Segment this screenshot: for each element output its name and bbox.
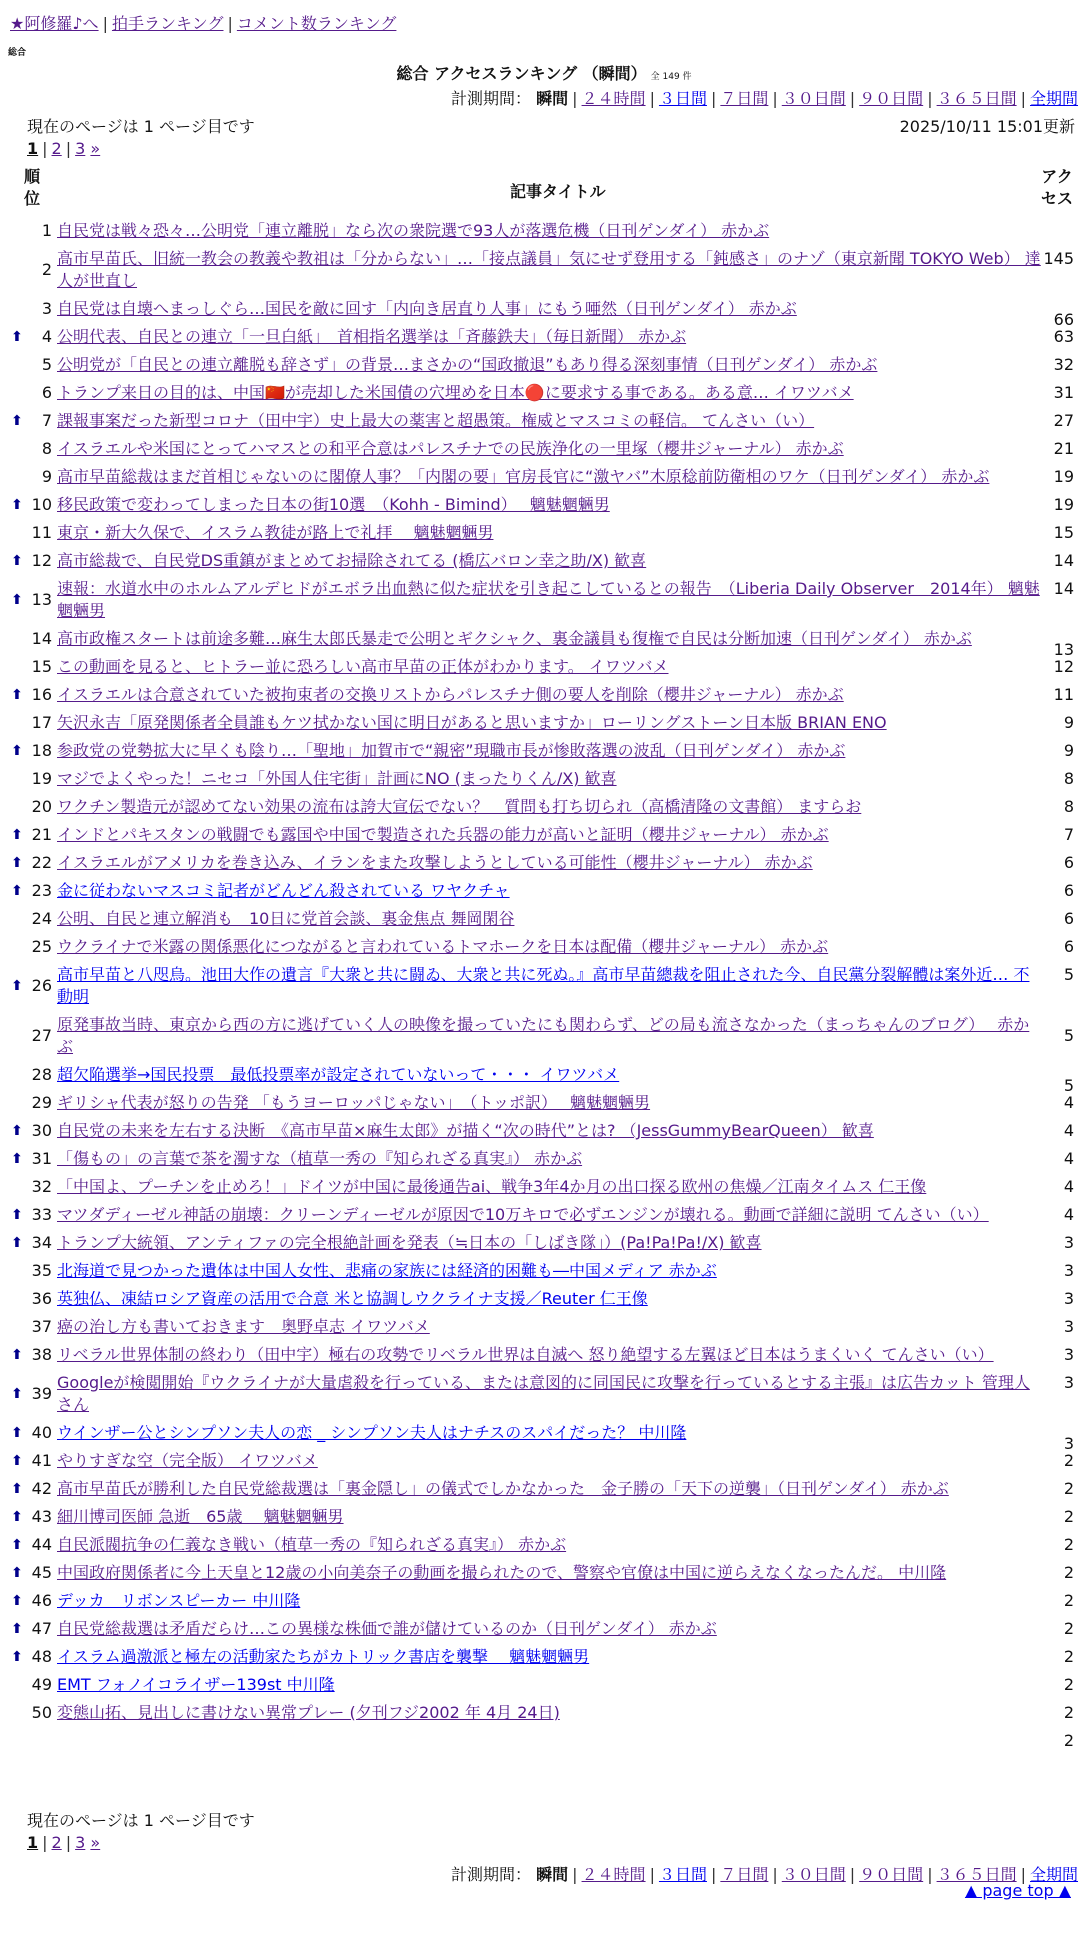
article-link[interactable]: 課報事案だった新型コロナ（田中宇）史上最大の薬害と超愚策。権威とマスコミの軽信。 てんさい（い）	[57, 411, 815, 430]
access-count: 31	[1053, 383, 1074, 402]
title-cell	[57, 1173, 1042, 1201]
up-arrow-icon: ⬆	[11, 1565, 23, 1581]
rank-cell: 8	[41, 439, 52, 458]
access-count: 6	[1063, 881, 1074, 900]
rank-cell: 21	[31, 825, 52, 844]
rank-cell: 50	[31, 1703, 52, 1722]
comment-ranking-link[interactable]: コメント数ランキング	[236, 14, 397, 33]
title-cell	[57, 1117, 1042, 1145]
title-cell	[57, 1587, 1042, 1615]
rank-cell: 43	[31, 1507, 52, 1526]
access-count: 6	[1063, 937, 1074, 956]
article-link[interactable]: ウインザー公とシンプソン夫人の恋 _ シンプソン夫人はナチスのスパイだった？ 中川隆	[57, 1423, 687, 1442]
up-arrow-icon: ⬆	[11, 497, 23, 513]
access-count: 7	[1063, 825, 1074, 844]
title-cell	[57, 653, 1042, 681]
title-cell	[57, 217, 1042, 245]
article-link[interactable]: 自民党は自壊へまっしぐら…国民を敵に回す「内向き居直り人事」にもう唖然（日刊ゲンダイ） 赤かぶ	[57, 299, 797, 318]
access-count: 2	[1063, 1703, 1074, 1722]
access-count: 2	[1063, 1647, 1074, 1666]
rank-cell: 33	[31, 1205, 52, 1224]
access-count: 4	[1063, 1093, 1074, 1112]
home-link[interactable]: ★阿修羅♪へ	[10, 14, 99, 33]
rank-cell: 12	[31, 551, 52, 570]
rank-cell: 11	[31, 523, 52, 542]
article-link[interactable]: ギリシャ代表が怒りの告発 「もうヨーロッパじゃない」 （トッポ訳） 魑魅魍魎男	[57, 1093, 651, 1112]
title-cell	[57, 709, 1042, 737]
period-option[interactable]: ３６５日間	[936, 1865, 1017, 1884]
up-arrow-icon: ⬆	[11, 1509, 23, 1525]
table-row	[0, 547, 1088, 598]
access-count: 2	[1063, 1675, 1074, 1694]
article-link[interactable]: イスラム過激派と極左の活動家たちがカトリック書店を襲撃 魑魅魍魎男	[57, 1647, 590, 1666]
title-cell	[57, 435, 1042, 463]
rank-cell: 2	[41, 260, 52, 279]
period-option[interactable]: ３日間	[658, 89, 707, 108]
period-separator: |	[1020, 1865, 1026, 1884]
access-count: 3	[1063, 1233, 1074, 1252]
article-link[interactable]: 高市早苗と八咫烏。池田大作の遺言『大衆と共に闘ゐ、大衆と共に死ぬ。』高市早苗總裁を阻止された今、自民黨分裂解體は案外近… 不動明	[57, 965, 1030, 1006]
title-cell	[57, 1341, 1042, 1369]
rank-cell: 14	[31, 629, 52, 648]
access-count: 5	[1063, 1076, 1074, 1095]
article-link[interactable]: デッカ リボンスピーカー 中川隆	[57, 1591, 301, 1610]
rank-cell: 39	[31, 1384, 52, 1403]
top-nav	[10, 11, 396, 34]
rank-cell: 40	[31, 1423, 52, 1442]
period-separator: |	[1020, 89, 1026, 108]
rank-cell: 17	[31, 713, 52, 732]
title-cell	[57, 933, 1042, 961]
article-link[interactable]: マジでよくやった！ニセコ「外国人住宅街」計画にNO (まったりくん/X) 歓喜	[57, 769, 617, 788]
rank-cell: 46	[31, 1591, 52, 1610]
access-count: 2	[1063, 1731, 1074, 1750]
period-separator: |	[710, 1865, 717, 1884]
rank-cell: 4	[41, 327, 52, 346]
title-cell	[57, 407, 1042, 435]
rank-cell: 30	[31, 1121, 52, 1140]
rank-cell: 48	[31, 1647, 52, 1666]
rank-cell: 49	[31, 1675, 52, 1694]
access-count: 19	[1053, 495, 1074, 514]
access-count: 32	[1053, 355, 1074, 374]
access-count: 2	[1063, 1563, 1074, 1582]
rank-cell: 41	[31, 1451, 52, 1470]
period-selector	[451, 86, 1078, 109]
rank-cell: 3	[41, 299, 52, 318]
rank-cell: 25	[31, 937, 52, 956]
up-arrow-icon: ⬆	[11, 413, 23, 429]
up-arrow-icon: ⬆	[11, 743, 23, 759]
article-link[interactable]: 自民党は戦々恐々…公明党「連立離脱」なら次の衆院選で93人が落選危機（日刊ゲンダイ） 赤かぶ	[57, 221, 770, 240]
access-count: 6	[1063, 853, 1074, 872]
article-link[interactable]: ワクチン製造元が認めてない効果の流布は誇大宣伝でない？ 質問も打ち切られ（高橋清隆の文書館） ますらお	[57, 797, 862, 816]
article-link[interactable]: 中国政府関係者に今上天皇と12歳の小向美奈子の動画を撮られたので、警察や官僚は中国に逆らえなくなったんだ。 中川隆	[57, 1563, 947, 1582]
up-arrow-icon: ⬆	[11, 855, 23, 871]
period-separator: |	[710, 89, 717, 108]
title-cell	[57, 463, 1042, 491]
up-arrow-icon: ⬆	[11, 978, 23, 994]
rank-cell: 34	[31, 1233, 52, 1252]
article-link[interactable]: トランプ大統領、アンティファの完全根絶計画を発表（≒日本の「しばき隊」）(Pa!Pa!Pa!/X) 歓喜	[57, 1233, 762, 1252]
article-link[interactable]: イスラエルがアメリカを巻き込み、イランをまた攻撃しようとしている可能性（櫻井ジャーナル） 赤かぶ	[57, 853, 813, 872]
title-cell	[57, 737, 1042, 765]
up-arrow-icon: ⬆	[11, 687, 23, 703]
article-link[interactable]: やりすぎな空（完全版） イワツバメ	[57, 1451, 318, 1470]
ranking-table	[0, 217, 1088, 1750]
rank-cell: 22	[31, 853, 52, 872]
article-link[interactable]: 公明代表、自民との連立「一旦白紙」 首相指名選挙は「斉藤鉄夫」（毎日新聞） 赤かぶ	[57, 327, 687, 346]
page-link[interactable]: 2	[51, 139, 62, 158]
rank-cell: 45	[31, 1563, 52, 1582]
title-cell	[57, 877, 1042, 905]
access-count: 11	[1053, 685, 1074, 704]
article-link[interactable]: この動画を見ると、ヒトラー並に恐ろしい高市早苗の正体がわかります。 イワツバメ	[57, 657, 669, 676]
title-cell	[57, 351, 1042, 379]
nav-separator: |	[227, 14, 233, 33]
access-count: 4	[1063, 1177, 1074, 1196]
rank-cell: 29	[31, 1093, 52, 1112]
up-arrow-icon: ⬆	[11, 592, 23, 608]
up-arrow-icon: ⬆	[11, 1481, 23, 1497]
pagination	[27, 1833, 100, 1852]
period-option[interactable]: ９０日間	[859, 89, 924, 108]
rank-cell: 1	[41, 221, 52, 240]
access-count: 3	[1063, 1345, 1074, 1364]
rank-cell: 15	[31, 657, 52, 676]
category-label: 総合	[8, 48, 27, 58]
up-arrow-icon: ⬆	[11, 553, 23, 569]
title-header: 記事タイトル	[510, 182, 606, 201]
table-row	[0, 1699, 1088, 1750]
rank-cell: 13	[31, 590, 52, 609]
up-arrow-icon: ⬆	[11, 1386, 23, 1402]
article-link[interactable]: 高市早苗氏、旧統一教会の教義や教祖は「分からない」…「接点議員」気にせず登用する「鈍感さ」のナゾ（東京新聞 TOKYO Web） 達人が世直し	[57, 249, 1041, 290]
article-link[interactable]: トランプ来日の目的は、中国🇨🇳が売却した米国債の穴埋めを日本🔴に要求する事である。ある意… イワツバメ	[57, 383, 854, 402]
article-link[interactable]: EMT フォノイコライザー139st 中川隆	[57, 1675, 335, 1694]
access-header	[1037, 166, 1077, 210]
title-cell	[57, 793, 1042, 821]
up-arrow-icon: ⬆	[11, 1453, 23, 1469]
rank-cell: 10	[31, 495, 52, 514]
article-link[interactable]: 高市早苗総裁はまだ首相じゃないのに閣僚人事？「内閣の要」官房長官に“激ヤバ”木原稔前防衛相のワケ（日刊ゲンダイ） 赤かぶ	[57, 467, 990, 486]
page-separator: |	[65, 139, 72, 158]
current-page-text: 現在のページは 1 ページ目です	[27, 117, 255, 136]
period-separator: |	[772, 1865, 778, 1884]
title-cell	[57, 1643, 1042, 1671]
period-option[interactable]: ２４時間	[581, 89, 646, 108]
rank-cell: 23	[31, 881, 52, 900]
article-link[interactable]: 癌の治し方も書いておきます 奥野卓志 イワツバメ	[57, 1317, 430, 1336]
rank-cell: 37	[31, 1317, 52, 1336]
period-option[interactable]: ２４時間	[581, 1865, 646, 1884]
access-count: 2	[1063, 1619, 1074, 1638]
up-arrow-icon: ⬆	[11, 1207, 23, 1223]
rank-cell: 19	[31, 769, 52, 788]
access-count: 3	[1063, 1317, 1074, 1336]
access-count: 66	[1053, 310, 1074, 329]
clap-ranking-link[interactable]: 拍手ランキング	[111, 14, 224, 33]
title-cell	[57, 1699, 1042, 1727]
title-cell	[57, 625, 1042, 653]
total-count: 全 149 件	[650, 72, 692, 82]
article-link[interactable]: 金に従わないマスコミ記者がどんどん殺されている ワヤクチャ	[57, 881, 510, 900]
current-page-text: 現在のページは 1 ページ目です	[27, 1811, 255, 1830]
period-separator: |	[772, 89, 778, 108]
article-link[interactable]: 公明党が「自民との連立離脱も辞さず」の背景…まさかの“国政撤退”もあり得る深刻事情（日刊ゲンダイ） 赤かぶ	[57, 355, 878, 374]
access-count: 4	[1063, 1121, 1074, 1140]
access-count: 9	[1063, 741, 1074, 760]
rank-cell: 32	[31, 1177, 52, 1196]
article-link[interactable]: 英独仏、凍結ロシア資産の活用で合意 米と協調しウクライナ支援／Reuter 仁王像	[57, 1289, 648, 1308]
page-link[interactable]: 3	[75, 1833, 86, 1852]
access-count: 2	[1063, 1591, 1074, 1610]
access-count: 6	[1063, 909, 1074, 928]
table-row	[0, 933, 1088, 984]
period-separator: |	[649, 1865, 655, 1884]
access-header-text: アクセス	[1040, 167, 1073, 208]
article-link[interactable]: 自民党総裁選は矛盾だらけ…この異様な株価で誰が儲けているのか（日刊ゲンダイ） 赤かぶ	[57, 1619, 717, 1638]
period-current: 瞬間	[536, 89, 569, 108]
title-cell	[57, 295, 1042, 323]
rank-cell: 47	[31, 1619, 52, 1638]
article-link[interactable]: 原発事故当時、東京から西の方に逃げていく人の映像を撮っていたにも関わらず、どの局も流さなかった（まっちゃんのブログ） 赤かぶ	[57, 1015, 1030, 1056]
title-cell	[57, 547, 1042, 575]
article-link[interactable]: 自民党の未来を左右する決断 《高市早苗×麻生太郎》が描く“次の時代”とは? （JessGummyBearQueen） 歓喜	[57, 1121, 874, 1140]
title-cell	[57, 821, 1042, 849]
article-link[interactable]: 速報：水道水中のホルムアルデヒドがエボラ出血熱に似た症状を引き起こしているとの報告 （Liberia Daily Observer 2014年） 魑魅魍魎男	[57, 579, 1040, 620]
period-separator: |	[927, 89, 933, 108]
up-arrow-icon: ⬆	[11, 1537, 23, 1553]
article-link[interactable]: イスラエルや米国にとってハマスとの和平合意はパレスチナでの民族浄化の一里塚（櫻井ジャーナル） 赤かぶ	[57, 439, 844, 458]
rank-cell: 26	[31, 976, 52, 995]
title-cell	[57, 765, 1042, 793]
page-link[interactable]: 2	[51, 1833, 62, 1852]
period-separator: |	[572, 89, 578, 108]
rank-cell: 18	[31, 741, 52, 760]
table-row	[0, 1341, 1088, 1392]
title-cell	[57, 1369, 1042, 1419]
access-count: 3	[1063, 1434, 1074, 1453]
article-link[interactable]: 参政党の党勢拡大に早くも陰り…「聖地」加賀市で“親密”現職市長が惨敗落選の波乱（日刊ゲンダイ） 赤かぶ	[57, 741, 846, 760]
period-separator: |	[572, 1865, 578, 1884]
up-arrow-icon: ⬆	[11, 329, 23, 345]
title-cell	[57, 245, 1042, 295]
rank-header-text: 順位	[23, 167, 40, 208]
article-link[interactable]: 高市総裁で、自民党DS重鎮がまとめてお掃除されてる (橋広バロン幸之助/X) 歓喜	[57, 551, 647, 570]
access-count: 5	[1063, 965, 1074, 984]
up-arrow-icon: ⬆	[11, 1235, 23, 1251]
next-page-link[interactable]: »	[90, 139, 101, 158]
title-cell	[57, 1615, 1042, 1643]
access-count: 63	[1053, 327, 1074, 346]
article-link[interactable]: リベラル世界体制の終わり（田中宇）極右の攻勢でリベラル世界は自滅へ 怒り絶望する左翼ほど日本はうまくいく てんさい（い）	[57, 1345, 994, 1364]
article-link[interactable]: Googleが検閲開始『ウクライナが大量虐殺を行っている、または意図的に同国民に攻撃を行っているとする主張』は広告カット 管理人さん	[57, 1373, 1030, 1414]
access-count: 8	[1063, 797, 1074, 816]
period-separator: |	[649, 89, 655, 108]
page-top-link[interactable]: ▲ page top ▲	[964, 1881, 1071, 1900]
rank-cell: 44	[31, 1535, 52, 1554]
title-cell	[57, 1671, 1042, 1699]
article-link[interactable]: インドとパキスタンの戦闘でも露国や中国で製造された兵器の能力が高いと証明（櫻井ジャーナル） 赤かぶ	[57, 825, 829, 844]
access-count: 27	[1053, 411, 1074, 430]
title-cell	[57, 1285, 1042, 1313]
rank-cell: 5	[41, 355, 52, 374]
up-arrow-icon: ⬆	[11, 827, 23, 843]
article-link[interactable]: 自民派閥抗争の仁義なき戦い（植草一秀の『知られざる真実』） 赤かぶ	[57, 1535, 567, 1554]
rank-cell: 16	[31, 685, 52, 704]
rank-cell: 7	[41, 411, 52, 430]
title-cell	[57, 849, 1042, 877]
rank-cell: 24	[31, 909, 52, 928]
title-cell	[57, 379, 1042, 407]
rank-cell: 38	[31, 1345, 52, 1364]
access-count: 13	[1053, 640, 1074, 659]
ranking-title: 総合 アクセスランキング （瞬間）	[396, 64, 647, 83]
article-link[interactable]: 公明、自民と連立解消も 10日に党首会談、裏金焦点 舞岡閑谷	[57, 909, 515, 928]
page-current[interactable]: 1	[27, 1833, 39, 1852]
article-link[interactable]: 超欠陥選挙→国民投票 最低投票率が設定されていないって・・・ イワツバメ	[57, 1065, 620, 1084]
access-count: 3	[1063, 1261, 1074, 1280]
access-count: 4	[1063, 1149, 1074, 1168]
title-cell	[57, 519, 1042, 547]
rank-cell: 35	[31, 1261, 52, 1280]
page-separator: |	[42, 139, 48, 158]
access-count: 14	[1053, 579, 1074, 598]
period-option[interactable]: ３０日間	[781, 1865, 846, 1884]
title-cell	[57, 1145, 1042, 1173]
rank-cell: 20	[31, 797, 52, 816]
access-count: 3	[1063, 1373, 1074, 1392]
access-count: 19	[1053, 467, 1074, 486]
period-separator: |	[849, 1865, 856, 1884]
period-option[interactable]: 全期間	[1029, 1865, 1078, 1884]
rank-cell: 6	[41, 383, 52, 402]
rank-cell: 36	[31, 1289, 52, 1308]
up-arrow-icon: ⬆	[11, 1347, 23, 1363]
article-link[interactable]: マツダディーゼル神話の崩壊：クリーンディーゼルが原因で10万キロで必ずエンジンが壊れる。動画で詳細に説明 てんさい（い）	[57, 1205, 989, 1224]
period-separator: |	[927, 1865, 933, 1884]
access-count: 2	[1063, 1535, 1074, 1554]
access-count: 8	[1063, 769, 1074, 788]
access-count: 2	[1063, 1507, 1074, 1526]
article-link[interactable]: 矢沢永吉「原発関係者全員誰もケツ拭かない国に明日があると思いますか」ローリングストーン日本版 BRIAN ENO	[57, 713, 887, 732]
page-separator: |	[65, 1833, 72, 1852]
title-cell	[57, 1419, 1042, 1447]
title-cell	[57, 491, 1042, 519]
page-title	[0, 61, 1088, 84]
rank-cell: 28	[31, 1065, 52, 1084]
period-label: 計測期間：	[451, 89, 532, 108]
table-row	[0, 217, 1088, 268]
up-arrow-icon: ⬆	[11, 1593, 23, 1609]
article-link[interactable]: 移民政策で変わってしまった日本の街10選 （Kohh - Bimind） 魑魅魍魎男	[57, 495, 610, 514]
title-cell	[57, 575, 1042, 625]
rank-cell: 27	[31, 1026, 52, 1045]
title-cell	[57, 1201, 1042, 1229]
rank-header	[20, 166, 44, 210]
period-option[interactable]: ３日間	[658, 1865, 707, 1884]
page-separator: |	[42, 1833, 48, 1852]
access-count: 5	[1063, 1026, 1074, 1045]
article-link[interactable]: 変態山拓、見出しに書けない異常プレー (夕刊フジ2002 年 4月 24日)	[57, 1703, 560, 1722]
page-current[interactable]: 1	[27, 139, 39, 158]
title-cell	[57, 1011, 1042, 1061]
access-count: 145	[1043, 249, 1074, 268]
period-option[interactable]: ７日間	[720, 89, 769, 108]
up-arrow-icon: ⬆	[11, 1621, 23, 1637]
access-count: 12	[1053, 657, 1074, 676]
updated-timestamp: 2025/10/11 15:01更新	[899, 117, 1075, 136]
period-current: 瞬間	[536, 1865, 569, 1884]
article-link[interactable]: 細川博司医師 急逝 65歳 魑魅魍魎男	[57, 1507, 344, 1526]
access-count: 9	[1063, 713, 1074, 732]
period-label: 計測期間：	[451, 1865, 532, 1884]
access-count: 2	[1063, 1451, 1074, 1470]
access-count: 21	[1053, 439, 1074, 458]
access-count: 4	[1063, 1205, 1074, 1224]
up-arrow-icon: ⬆	[11, 1425, 23, 1441]
article-link[interactable]: 「傷もの」の言葉で茶を濁すな（植草一秀の『知られざる真実』） 赤かぶ	[57, 1149, 583, 1168]
title-cell	[57, 1559, 1042, 1587]
title-cell	[57, 1061, 1042, 1089]
nav-separator: |	[102, 14, 108, 33]
title-cell	[57, 1257, 1042, 1285]
article-link[interactable]: 高市政権スタートは前途多難…麻生太郎氏暴走で公明とギクシャク、裏金議員も復権で自民は分断加速（日刊ゲンダイ） 赤かぶ	[57, 629, 972, 648]
period-option[interactable]: 全期間	[1029, 89, 1078, 108]
article-link[interactable]: ウクライナで米露の関係悪化につながると言われているトマホークを日本は配備（櫻井ジャーナル） 赤かぶ	[57, 937, 829, 956]
article-link[interactable]: イスラエルは合意されていた被拘束者の交換リストからパレスチナ側の要人を削除（櫻井ジャーナル） 赤かぶ	[57, 685, 844, 704]
title-cell	[57, 1503, 1042, 1531]
title-cell	[57, 961, 1042, 1011]
up-arrow-icon: ⬆	[11, 1649, 23, 1665]
title-cell	[57, 1229, 1042, 1257]
title-cell	[57, 323, 1042, 351]
period-option[interactable]: ３０日間	[781, 89, 846, 108]
article-link[interactable]: 北海道で見つかった遺体は中国人女性、悲痛の家族には経済的困難も―中国メディア 赤かぶ	[57, 1261, 717, 1280]
rank-cell: 42	[31, 1479, 52, 1498]
article-link[interactable]: 「中国よ、プーチンを止めろ！」ドイツが中国に最後通告ai、戦争3年4か月の出口探る欧州の焦燥／江南タイムス 仁王像	[57, 1177, 927, 1196]
up-arrow-icon: ⬆	[11, 1123, 23, 1139]
period-option[interactable]: ９０日間	[859, 1865, 924, 1884]
period-option[interactable]: ７日間	[720, 1865, 769, 1884]
title-cell	[57, 681, 1042, 709]
rank-cell: 31	[31, 1149, 52, 1168]
title-cell	[57, 1531, 1042, 1559]
title-cell	[57, 905, 1042, 933]
access-count: 3	[1063, 1289, 1074, 1308]
title-cell	[57, 1475, 1042, 1503]
period-option[interactable]: ３６５日間	[936, 89, 1017, 108]
article-link[interactable]: 高市早苗氏が勝利した自民党総裁選は「裏金隠し」の儀式でしかなかった 金子勝の「天下の逆襲」（日刊ゲンダイ） 赤かぶ	[57, 1479, 949, 1498]
title-cell	[57, 1089, 1042, 1117]
article-link[interactable]: 東京・新大久保で、イスラム教徒が路上で礼拝 魑魅魍魎男	[57, 523, 494, 542]
up-arrow-icon: ⬆	[11, 883, 23, 899]
page-link[interactable]: 3	[75, 139, 86, 158]
next-page-link[interactable]: »	[90, 1833, 101, 1852]
access-count: 2	[1063, 1479, 1074, 1498]
title-cell	[57, 1447, 1042, 1475]
access-count: 14	[1053, 551, 1074, 570]
period-separator: |	[849, 89, 856, 108]
pagination	[27, 139, 100, 158]
rank-cell: 9	[41, 467, 52, 486]
title-cell	[57, 1313, 1042, 1341]
access-count: 15	[1053, 523, 1074, 542]
up-arrow-icon: ⬆	[11, 1151, 23, 1167]
